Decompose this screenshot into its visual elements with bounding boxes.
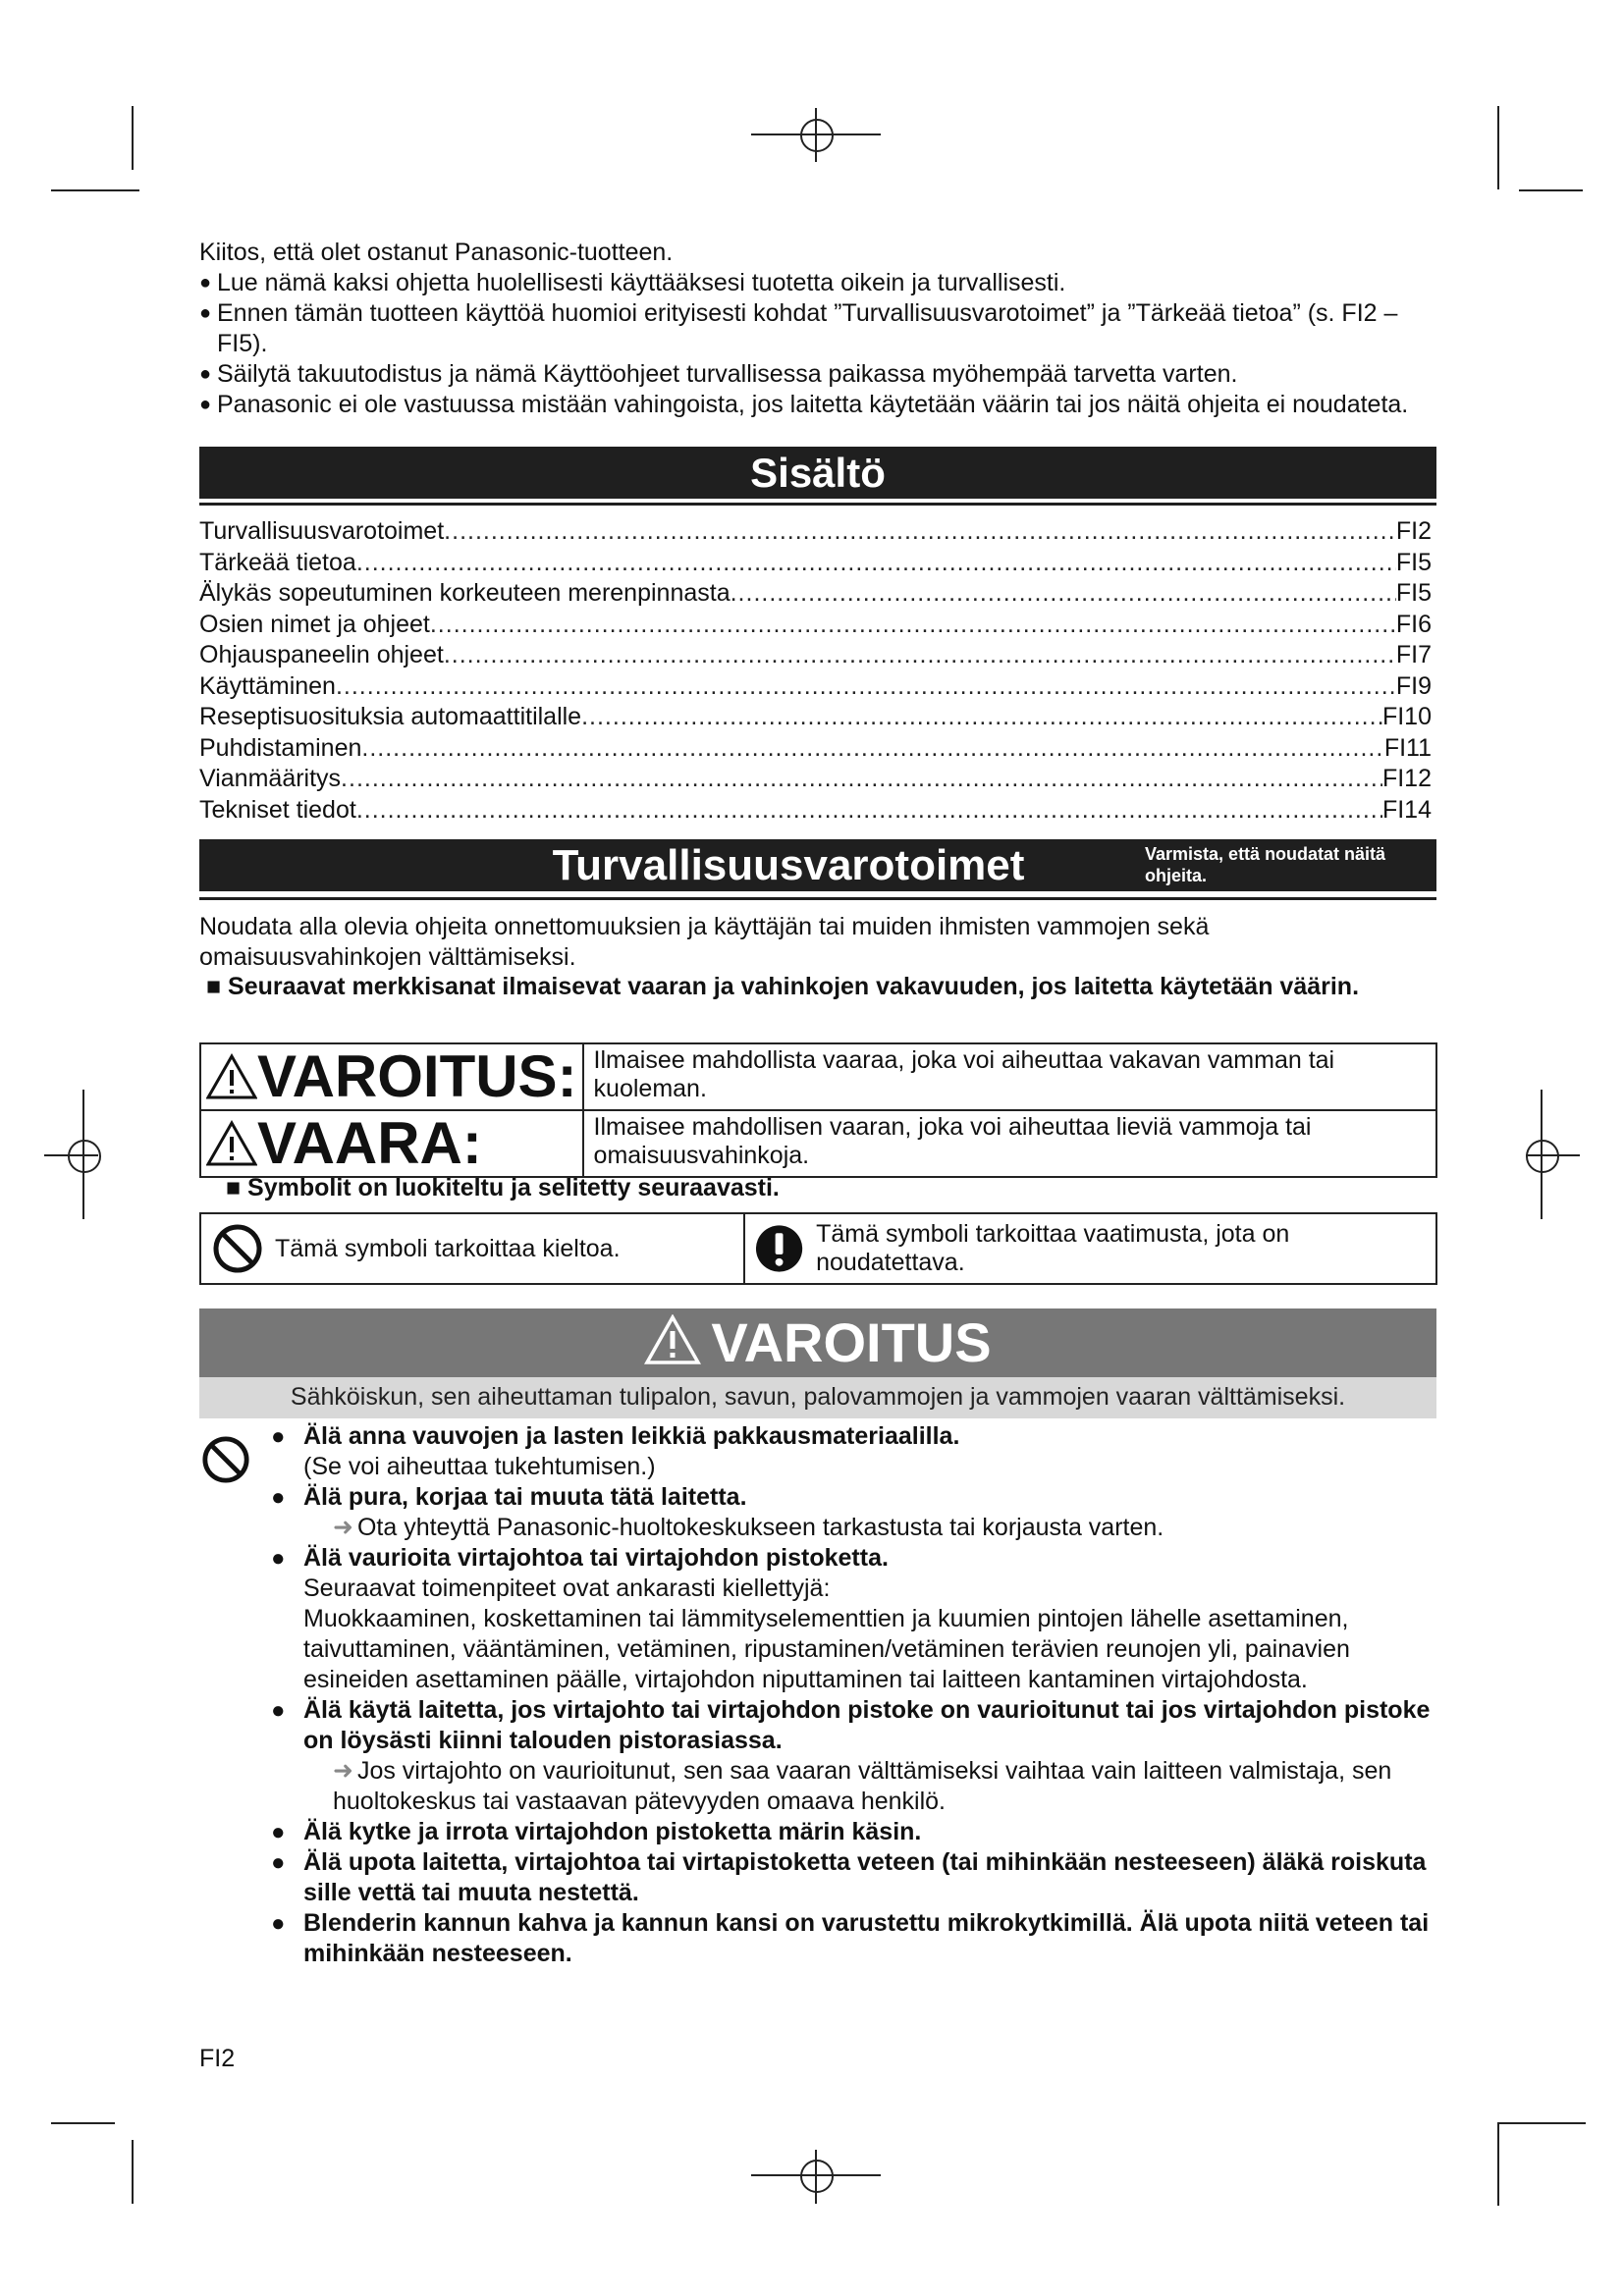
severity-row-warning (200, 1043, 1436, 1110)
safety-divider (199, 897, 1436, 900)
toc-item[interactable]: Turvallisuusvarotoimet ..... FI2 (199, 516, 1432, 548)
symbol-prohibit-cell: Tämä symboli tarkoittaa kieltoa. (200, 1213, 744, 1284)
intro-section (199, 238, 1436, 420)
warning-banner: VAROITUS (199, 1308, 1436, 1377)
toc-item[interactable]: Osien nimet ja ohjeet ..... FI6 (199, 610, 1432, 641)
arrow-icon: ➜ (333, 1757, 353, 1785)
intro-thanks: Kiitos, että olet ostanut Panasonic-tuotteen. (199, 239, 674, 266)
toc-item[interactable]: Tärkeää tietoa ..... FI5 (199, 548, 1432, 579)
toc-item[interactable]: Vianmääritys ..... FI12 (199, 764, 1432, 795)
symbols-heading: ■ Symbolit on luokiteltu ja selitetty seuraavasti. (226, 1174, 780, 1201)
square-bullet-icon: ■ (226, 1174, 248, 1201)
list-item: ● Älä kytke ja irrota virtajohdon pistoketta märin käsin. (271, 1818, 922, 1845)
severity-desc: Ilmaisee mahdollista vaaraa, joka voi aiheuttaa vakavan vamman tai kuoleman. (583, 1043, 1436, 1110)
warning-triangle-icon (644, 1314, 701, 1365)
list-item: ● Blenderin kannun kahva ja kannun kansi on varustettu mikrokytkimillä. Älä upota niitä veteen tai mihinkään nesteeseen. (271, 1909, 1430, 1967)
toc-divider (199, 503, 1436, 506)
toc-title: Sisältö (750, 450, 886, 496)
toc-item[interactable]: Ohjauspaneelin ohjeet ..... FI7 (199, 640, 1432, 671)
safety-note: Varmista, että noudatat näitä ohjeita. (1145, 844, 1386, 885)
safety-intro: Noudata alla olevia ohjeita onnettomuuksien ja käyttäjän tai muiden ihmisten vammojen sekä omaisuusvahinkojen välttämiseksi. (199, 913, 1210, 971)
safety-header (199, 839, 1436, 891)
prohibition-icon (201, 1435, 250, 1484)
mandatory-action-icon (754, 1223, 804, 1274)
symbol-required-cell: Tämä symboli tarkoittaa vaatimusta, jota on noudatettava. (744, 1213, 1436, 1284)
intro-bullet: ● Lue nämä kaksi ohjetta huolellisesti käyttääksesi tuotetta oikein ja turvallisesti. (199, 269, 1066, 296)
list-item: ● Älä käytä laitetta, jos virtajohto tai virtajohdon pistoke on vaurioitunut tai jos virtajohdon pistoke on löysästi kiinni talouden pistorasiassa. ➜ Jos virtajohto on vaurioitunut, sen saa vaaran välttämiseksi vaihtaa vain laitteen valmistaja, sen huoltokeskus tai vastaavan pätevyyden omaava henkilö. (271, 1696, 1431, 1815)
square-bullet-icon: ■ (206, 973, 229, 1000)
table-of-contents (199, 516, 1432, 826)
signal-word-warning: VAROITUS: (202, 1045, 581, 1108)
list-item: ● Älä anna vauvojen ja lasten leikkiä pakkausmateriaalilla. (Se voi aiheuttaa tukehtumisen.) (271, 1422, 960, 1480)
warning-triangle-icon (206, 1053, 257, 1100)
severity-row-caution (200, 1110, 1436, 1177)
page-number: FI2 (199, 2045, 236, 2072)
severity-desc: Ilmaisee mahdollisen vaaran, joka voi aiheuttaa lieviä vammoja tai omaisuusvahinkoja. (583, 1110, 1436, 1177)
symbols-table (199, 1212, 1437, 1285)
intro-bullet: ● Ennen tämän tuotteen käyttöä huomioi erityisesti kohdat ”Turvallisuusvarotoimet” ja ”Tärkeää tietoa” (s. FI2 – FI5). (199, 299, 1398, 357)
warning-list (267, 1421, 1445, 1969)
list-item: ● Älä vaurioita virtajohtoa tai virtajohdon pistoketta. Seuraavat toimenpiteet ovat ankarasti kiellettyjä: Muokkaaminen, koskettaminen tai lämmityselementtien ja kuumien pintojen lähelle asettaminen, taivuttaminen, vääntäminen, vetäminen, ripustaminen/vetäminen terävien reunojen yli, painavien esineiden asettaminen päälle, virtajohdon niputtaminen tai laitteen kantaminen virtajohdosta. (271, 1544, 1350, 1693)
toc-item[interactable]: Käyttäminen ..... FI9 (199, 671, 1432, 703)
toc-item[interactable]: Reseptisuosituksia automaattitilalle ..... FI10 (199, 702, 1432, 733)
toc-header (199, 447, 1436, 499)
toc-item[interactable]: Puhdistaminen ..... FI11 (199, 733, 1432, 765)
intro-bullet: ● Säilytä takuutodistus ja nämä Käyttöohjeet turvallisessa paikassa myöhempää tarvetta varten. (199, 360, 1238, 388)
safety-title: Turvallisuusvarotoimet (552, 841, 1025, 889)
severity-table (199, 1042, 1437, 1178)
toc-item[interactable]: Tekniset tiedot ..... FI14 (199, 795, 1432, 827)
arrow-icon: ➜ (333, 1514, 353, 1541)
warning-triangle-icon (206, 1120, 257, 1167)
warning-subtitle: Sähköiskun, sen aiheuttaman tulipalon, savun, palovammojen ja vammojen vaaran välttämiseksi. (199, 1377, 1436, 1418)
prohibition-icon (212, 1223, 263, 1274)
intro-bullet: ● Panasonic ei ole vastuussa mistään vahingoista, jos laitetta käytetään väärin tai jos näitä ohjeita ei noudateta. (199, 391, 1409, 418)
signal-word-caution: VAARA: (202, 1112, 581, 1175)
severity-heading: ■ Seuraavat merkkisanat ilmaisevat vaaran ja vahinkojen vakavuuden, jos laitetta käytetään väärin. (206, 973, 1360, 1000)
toc-item[interactable]: Älykäs sopeutuminen korkeuteen merenpinnasta ..... FI5 (199, 578, 1432, 610)
list-item: ● Älä upota laitetta, virtajohtoa tai virtapistoketta veteen (tai mihinkään nesteeseen) äläkä roiskuta sille vettä tai muuta nestettä. (271, 1848, 1427, 1906)
list-item: ● Älä pura, korjaa tai muuta tätä laitetta. ➜ Ota yhteyttä Panasonic-huoltokeskukseen tarkastusta tai korjausta varten. (271, 1483, 1164, 1541)
